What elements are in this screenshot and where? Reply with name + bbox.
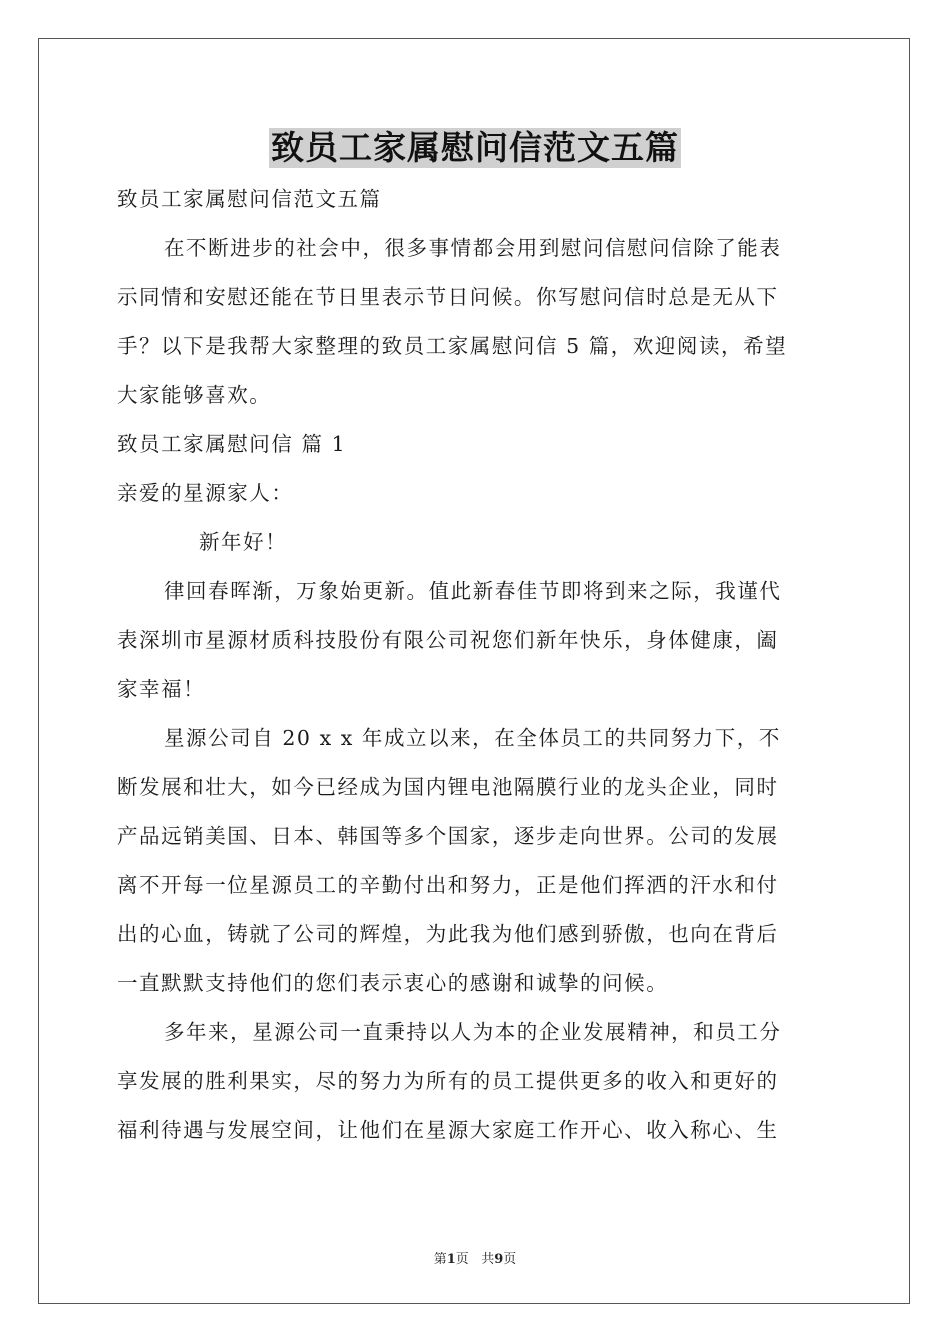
page-label-suffix: 页 xyxy=(455,1252,469,1267)
paragraph-line: 一直默默支持他们的您们表示衷心的感谢和诚挚的问候。 xyxy=(117,971,669,995)
paragraph-line: 手？以下是我帮大家整理的致员工家属慰问信 5 篇，欢迎阅读，希望 xyxy=(117,334,788,358)
paragraph-line: 享发展的胜利果实，尽的努力为所有的员工提供更多的收入和更好的 xyxy=(117,1069,779,1093)
paragraph-line: 家幸福！ xyxy=(117,677,206,701)
paragraph-line: 福利待遇与发展空间，让他们在星源大家庭工作开心、收入称心、生 xyxy=(117,1118,779,1142)
total-label-prefix: 共 xyxy=(481,1252,495,1267)
section-heading: 致员工家属慰问信 篇 1 xyxy=(117,432,347,456)
paragraph-line: 在不断进步的社会中，很多事情都会用到慰问信慰问信除了能表 xyxy=(164,236,782,260)
paragraph-line: 多年来，星源公司一直秉持以人为本的企业发展精神，和员工分 xyxy=(164,1020,782,1044)
subtitle-line: 致员工家属慰问信范文五篇 xyxy=(117,187,382,211)
document-body xyxy=(117,175,832,1155)
paragraph-line: 示同情和安慰还能在节日里表示节日问候。你写慰问信时总是无从下 xyxy=(117,285,779,309)
paragraph-line: 产品远销美国、日本、韩国等多个国家，逐步走向世界。公司的发展 xyxy=(117,824,779,848)
paragraph-line: 表深圳市星源材质科技股份有限公司祝您们新年快乐，身体健康，阖 xyxy=(117,628,779,652)
document-title: 致员工家属慰问信范文五篇 xyxy=(271,128,679,167)
paragraph-line: 出的心血，铸就了公司的辉煌，为此我为他们感到骄傲，也向在背后 xyxy=(117,922,779,946)
paragraph-line: 律回春晖渐，万象始更新。值此新春佳节即将到来之际，我谨代 xyxy=(164,579,782,603)
total-pages: 9 xyxy=(494,1252,504,1267)
total-label-suffix: 页 xyxy=(503,1252,517,1267)
title-container xyxy=(0,128,950,168)
salutation: 亲爱的星源家人： xyxy=(117,481,294,505)
paragraph-line: 离不开每一位星源员工的辛勤付出和努力，正是他们挥洒的汗水和付 xyxy=(117,873,779,897)
page-footer xyxy=(0,1248,950,1267)
paragraph-line: 星源公司自 20 x x 年成立以来，在全体员工的共同努力下，不 xyxy=(164,726,781,750)
page-label-prefix: 第 xyxy=(433,1252,447,1267)
page-number: 1 xyxy=(446,1252,456,1267)
paragraph-line: 断发展和壮大，如今已经成为国内锂电池隔膜行业的龙头企业，同时 xyxy=(117,775,779,799)
paragraph-line: 大家能够喜欢。 xyxy=(117,383,272,407)
greeting: 新年好！ xyxy=(199,530,288,554)
